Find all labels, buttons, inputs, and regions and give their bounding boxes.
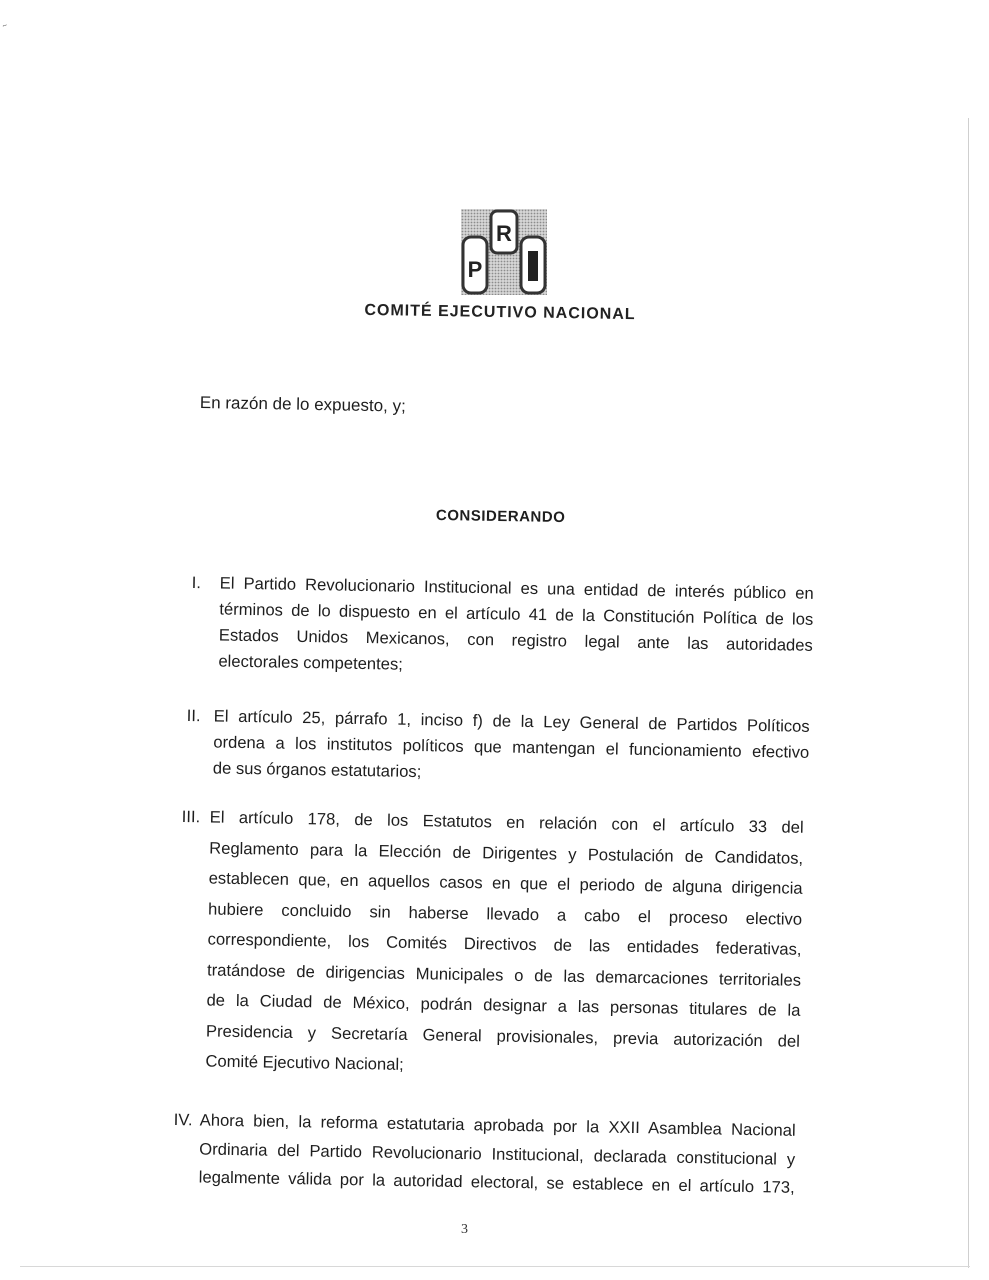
considerando-item-1 <box>191 570 817 674</box>
item-text <box>218 570 814 684</box>
item-numeral: III. <box>181 806 201 827</box>
text-line: correspondiente, los Comités Directivos de las entidades federativas, <box>207 929 802 959</box>
svg-text:R: R <box>496 221 512 246</box>
section-heading: CONSIDERANDO <box>435 506 566 527</box>
text-line: tratándose de dirigencias Municipales o de las demarcaciones territoriales <box>206 959 802 990</box>
text-line: El artículo 178, de los Estatutos en relación con el artículo 33 del <box>209 807 804 837</box>
text-line: El artículo 25, párrafo 1, inciso f) de la Ley General de Partidos Políticos <box>213 706 810 736</box>
page-number: 3 <box>461 1222 468 1237</box>
text-line: ordena a los institutos políticos que mantengan el funcionamiento efectivo <box>213 732 810 762</box>
item-text <box>205 802 804 1087</box>
considerando-item-2 <box>186 703 812 782</box>
item-text <box>213 703 810 791</box>
text-line: Comité Ejecutivo Nacional; <box>205 1051 404 1074</box>
pri-logo <box>461 209 547 295</box>
svg-text:P: P <box>467 257 483 282</box>
text-line: Presidencia y Secretaría General provisionales, previa autorización del <box>205 1020 801 1051</box>
scan-edge-right <box>968 118 969 1268</box>
considerando-item-4 <box>173 1106 799 1197</box>
text-line: El Partido Revolucionario Institucional es una entidad de interés público en <box>219 573 814 603</box>
text-line: electorales competentes; <box>218 651 404 674</box>
scan-edge-bottom <box>20 1266 970 1267</box>
considerando-item-3 <box>181 802 807 1074</box>
text-line: Reglamento para la Elección de Dirigentes y Postulación de Candidatos, <box>209 837 804 868</box>
intro-text: En razón de lo expuesto, y; <box>199 393 406 416</box>
text-line: de la Ciudad de México, podrán designar a las personas titulares de la <box>206 990 801 1020</box>
text-line: establecen que, en aquellos casos en que el periodo de alguna dirigencia <box>208 868 803 898</box>
item-numeral: I. <box>191 572 202 593</box>
text-line: Ordinaria del Partido Revolucionario Institucional, declarada constitucional y <box>199 1138 796 1169</box>
text-line: términos de lo dispuesto en el artículo 41 de la Constitución Política de los <box>219 599 814 629</box>
organization-title: COMITÉ EJECUTIVO NACIONAL <box>364 301 636 324</box>
text-line: de sus órganos estatutarios; <box>212 758 422 782</box>
item-text <box>199 1106 796 1202</box>
text-line: legalmente válida por la autoridad electoral, se establece en el artículo 173, <box>198 1167 795 1197</box>
text-line: Estados Unidos Mexicanos, con registro legal ante las autoridades <box>218 625 813 655</box>
text-line: hubiere concluido sin haberse llevado a cabo el proceso electivo <box>207 898 803 929</box>
scan-corner-mark: ˜ <box>1 21 11 37</box>
item-numeral: II. <box>186 705 201 726</box>
text-line: Ahora bien, la reforma estatutaria aprobada por la XXII Asamblea Nacional <box>199 1110 796 1140</box>
item-numeral: IV. <box>173 1109 193 1130</box>
